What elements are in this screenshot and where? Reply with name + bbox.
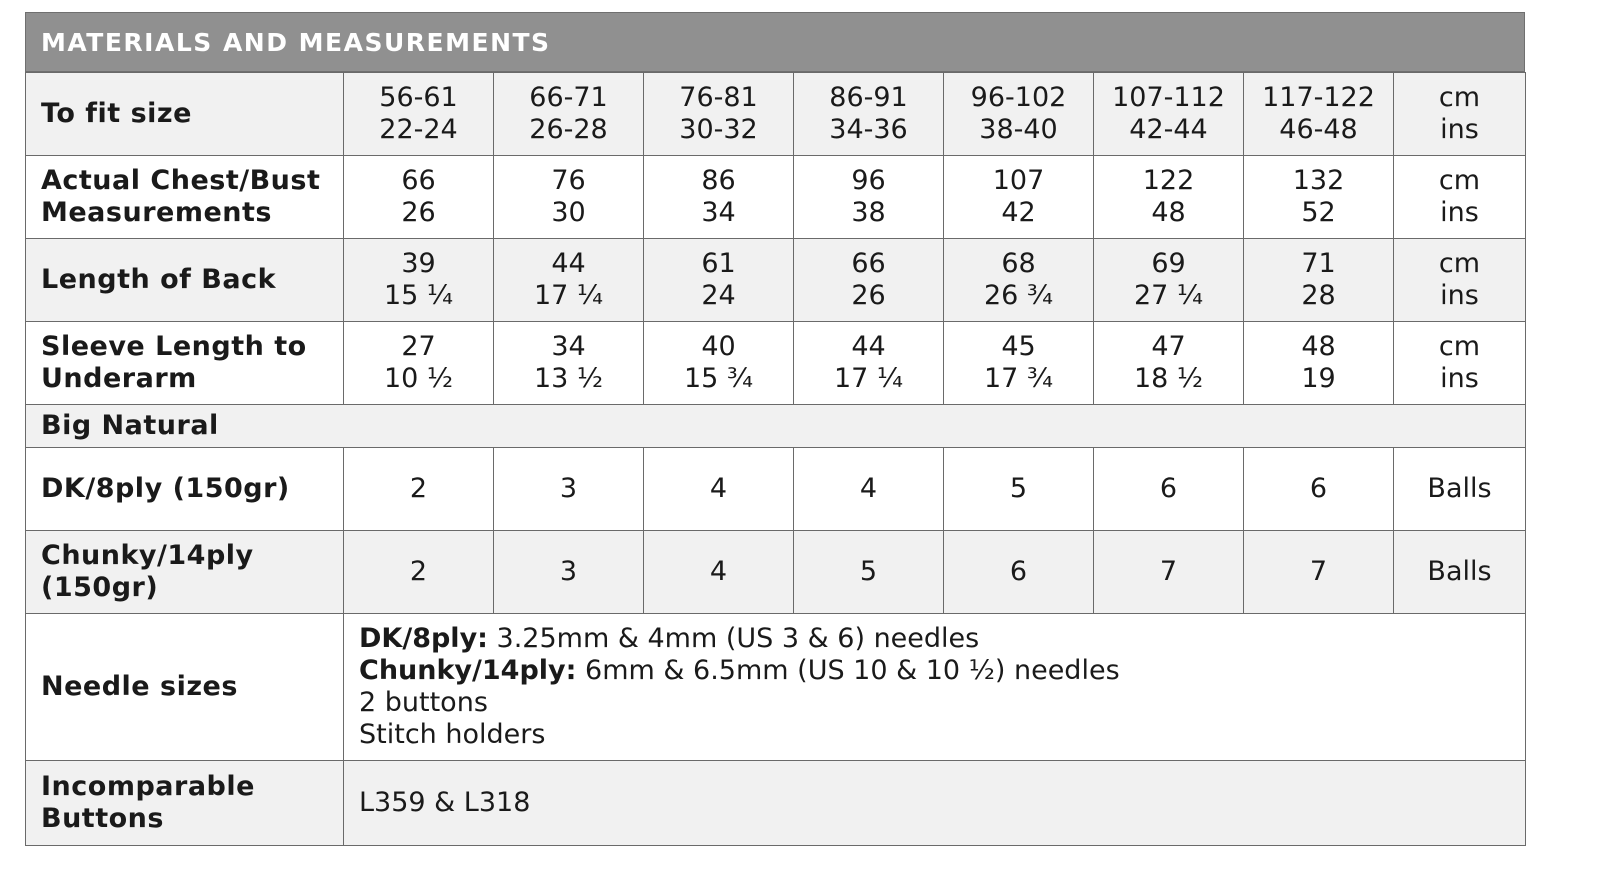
table-cell: 40 15 ¾ [644,322,794,405]
table-cell: 44 17 ¼ [794,322,944,405]
table-cell: 4 [644,531,794,614]
table-cell: 2 [344,448,494,531]
row-yarn-heading [26,405,1526,448]
table-cell: 66-71 26-28 [494,73,644,156]
table-cell: 107-112 42-44 [1094,73,1244,156]
needle-line-chunky: Chunky/14ply: 6mm & 6.5mm (US 10 & 10 ½) needles [359,655,1120,686]
table-cell: 69 27 ¼ [1094,239,1244,322]
table-cell: 6 [944,531,1094,614]
table-cell: 6 [1244,448,1394,531]
unit-cell: cm ins [1394,322,1526,405]
table-cell: 3 [494,531,644,614]
needle-line-dk: DK/8ply: 3.25mm & 4mm (US 3 & 6) needles [359,623,980,654]
table-cell: 7 [1244,531,1394,614]
row-chest-bust [26,156,1526,239]
table-cell: 56-61 22-24 [344,73,494,156]
yarn-name: Big Natural [26,405,1526,448]
table-title: MATERIALS AND MEASUREMENTS [41,27,551,57]
table-cell: 48 19 [1244,322,1394,405]
table-cell: 2 [344,531,494,614]
table-title-bar [25,12,1525,72]
button-codes: L359 & L318 [344,761,1526,846]
table-cell: 68 26 ¾ [944,239,1094,322]
table-cell: 5 [944,448,1094,531]
row-sleeve-length [26,322,1526,405]
table-cell: 76-81 30-32 [644,73,794,156]
table-cell: 71 28 [1244,239,1394,322]
table-cell: 61 24 [644,239,794,322]
unit-cell: cm ins [1394,239,1526,322]
table-cell: 117-122 46-48 [1244,73,1394,156]
row-label: Actual Chest/Bust Measurements [26,156,344,239]
notions-line-holders: Stitch holders [359,719,546,750]
measurements-grid [25,72,1526,846]
row-label: Sleeve Length to Underarm [26,322,344,405]
table-cell: 45 17 ¾ [944,322,1094,405]
row-label: Length of Back [26,239,344,322]
unit-cell: Balls [1394,448,1526,531]
table-cell: 6 [1094,448,1244,531]
table-cell: 96 38 [794,156,944,239]
row-dk-8ply [26,448,1526,531]
table-cell: 66 26 [794,239,944,322]
table-cell: 86 34 [644,156,794,239]
row-label: Incomparable Buttons [26,761,344,846]
unit-cell: Balls [1394,531,1526,614]
table-cell: 122 48 [1094,156,1244,239]
row-needle-sizes [26,614,1526,761]
row-buttons [26,761,1526,846]
table-cell: 7 [1094,531,1244,614]
table-cell: 44 17 ¼ [494,239,644,322]
row-label: Chunky/14ply (150gr) [26,531,344,614]
table-cell: 47 18 ½ [1094,322,1244,405]
table-cell: 107 42 [944,156,1094,239]
table-cell: 96-102 38-40 [944,73,1094,156]
row-label: Needle sizes [26,614,344,761]
table-cell: 76 30 [494,156,644,239]
row-label: DK/8ply (150gr) [26,448,344,531]
unit-cell: cm ins [1394,156,1526,239]
table-cell: 34 13 ½ [494,322,644,405]
table-cell: 39 15 ¼ [344,239,494,322]
needle-details [344,614,1526,761]
materials-measurements-table [25,12,1525,846]
row-chunky-14ply [26,531,1526,614]
row-length-of-back [26,239,1526,322]
table-cell: 66 26 [344,156,494,239]
table-cell: 27 10 ½ [344,322,494,405]
table-cell: 132 52 [1244,156,1394,239]
notions-line-buttons: 2 buttons [359,687,488,718]
table-cell: 5 [794,531,944,614]
table-cell: 4 [644,448,794,531]
table-cell: 3 [494,448,644,531]
table-cell: 4 [794,448,944,531]
unit-cell: cm ins [1394,73,1526,156]
row-fit-size [26,73,1526,156]
row-label: To fit size [26,73,344,156]
table-cell: 86-91 34-36 [794,73,944,156]
